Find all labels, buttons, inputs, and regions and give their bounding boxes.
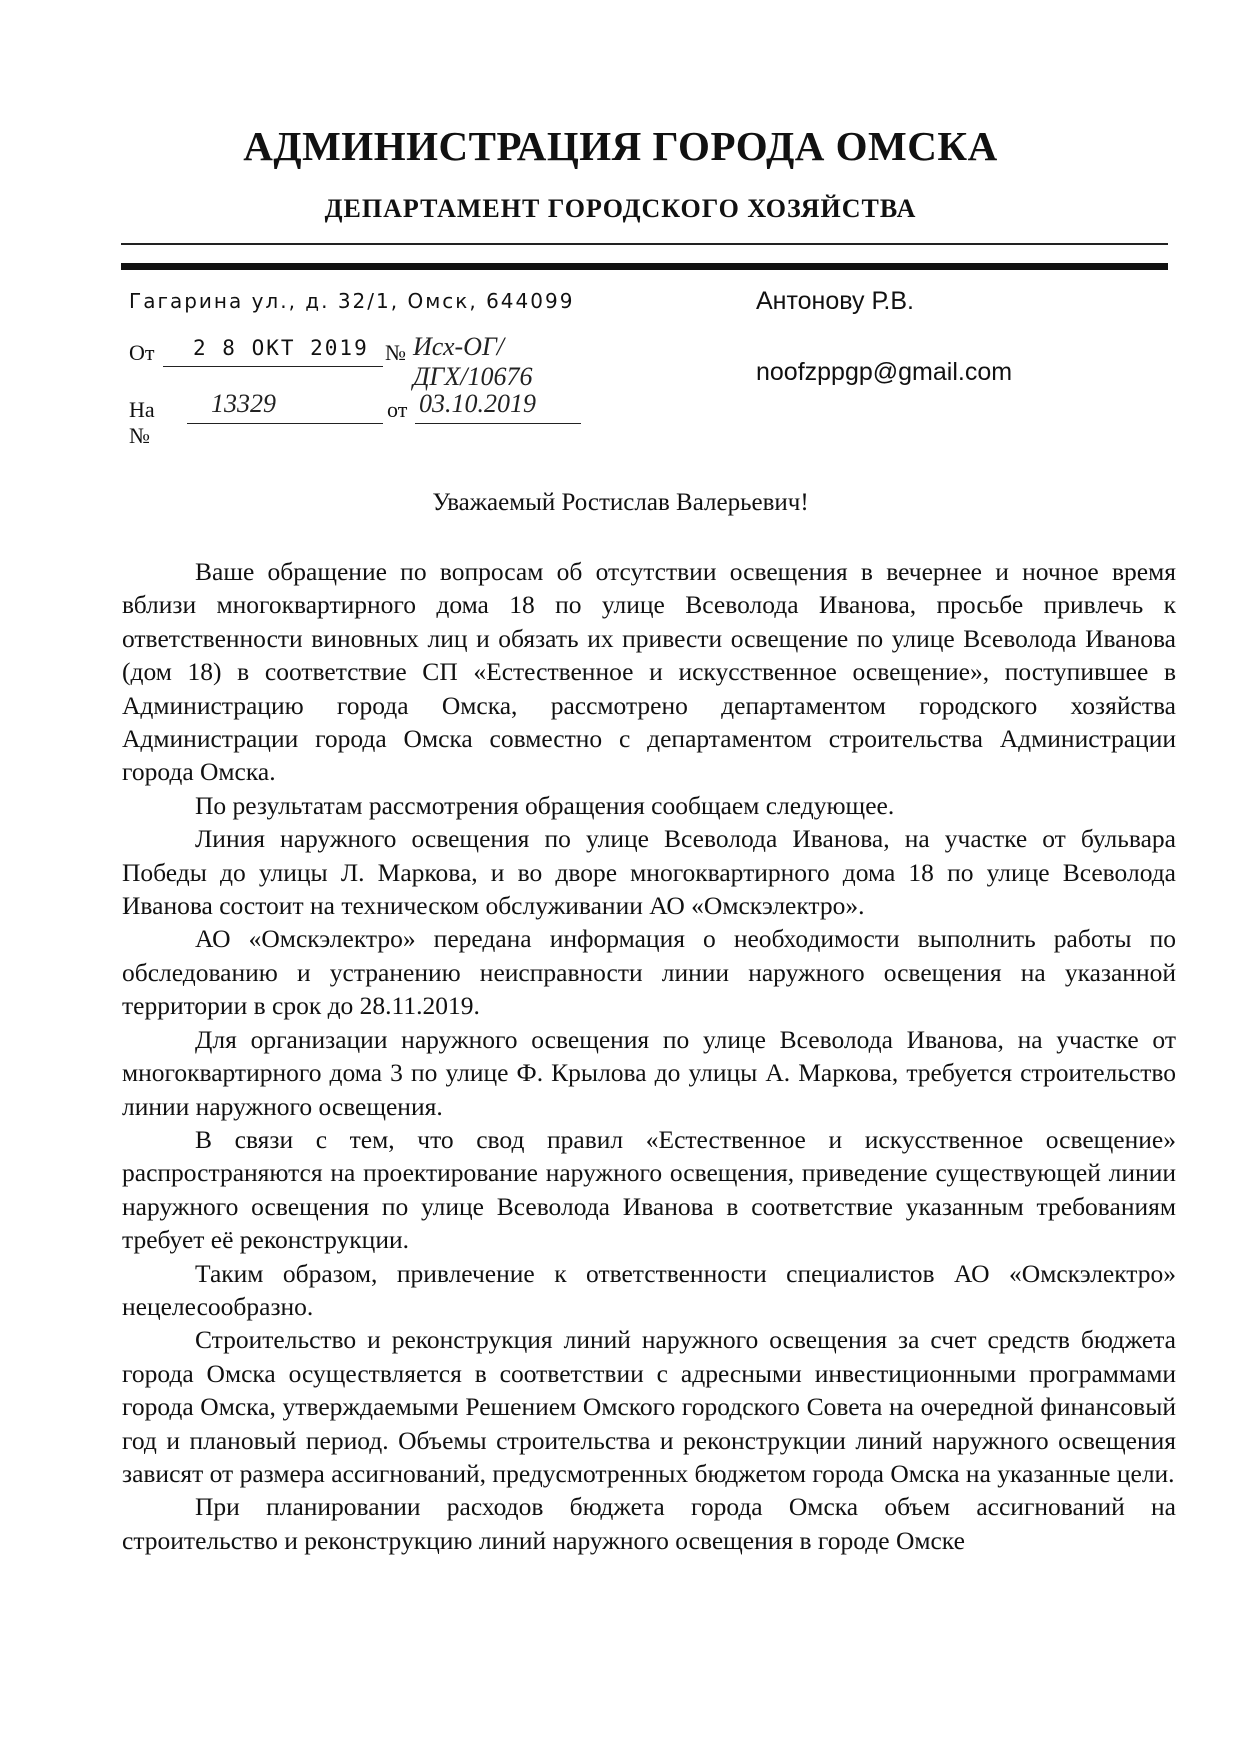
body-paragraph: АО «Омскэлектро» передана информация о необходимости выполнить работы по обследованию и устранению неисправности линии наружного освещения на указанной территории в срок до 28.11.2019. (122, 924, 1176, 1021)
body-paragraph: Ваше обращение по вопросам об отсутствии освещения в вечернее и ночное время вблизи многоквартирного дома 18 по улице Всеволода Иванова, просьбе привлечь к ответственности виновных лиц и обязать их привести освещение по улице Всеволода Иванова (дом 18) в соответствие СП «Естественное и искусственное освещение», поступившее в Администрацию города Омска, рассмотрено департаментом городского хозяйства Администрации города Омска совместно с департаментом строительства Администрации города Омска. (122, 557, 1176, 787)
department-title: ДЕПАРТАМЕНТ ГОРОДСКОГО ХОЗЯЙСТВА (324, 194, 917, 223)
body-paragraph: Линия наружного освещения по улице Всеволода Иванова, на участке от бульвара Победы до улицы Л. Маркова, и во дворе многоквартирного дома 18 по улице Всеволода Иванова состоит на техническом обслуживании АО «Омскэлектро». (122, 824, 1176, 921)
body-paragraph: При планировании расходов бюджета города Омска объем ассигнований на строительство и реконструкцию линий наружного освещения в городе Омске (122, 1492, 1176, 1555)
reference-number-label: На № (129, 397, 155, 448)
reference-number-line (187, 389, 383, 424)
body-paragraph: В связи с тем, что свод правил «Естественное и искусственное освещение» распространяются на проектирование наружного освещения, приведение существующей линии наружного освещения по улице Всеволода Иванова в соответствие указанным требованиям требует её реконструкции. (122, 1124, 1176, 1255)
sender-address: Гагарина ул., д. 32/1, Омск, 644099 (129, 289, 575, 313)
reference-date-label: от (387, 397, 408, 422)
outgoing-number-handwritten: Исх-ОГ/ДГХ/10676 (413, 332, 533, 391)
body-paragraph: По результатам рассмотрения обращения сообщаем следующее. (195, 790, 895, 820)
outgoing-date-label: От (129, 340, 155, 365)
organization-title: АДМИНИСТРАЦИЯ ГОРОДА ОМСКА (243, 123, 998, 169)
outgoing-date-stamp: 2 8 ОКТ 2019 (193, 336, 369, 360)
body-paragraph: Строительство и реконструкция линий наружного освещения за счет средств бюджета города Омска осуществляется в соответствии с адресными инвестиционными программами города Омска, утверждаемыми Решением Омского городского Совета на очередной финансовый год и плановый период. Объемы строительства и реконструкции линий наружного освещения зависят от размера ассигнований, предусмотренных бюджетом города Омска на указанные цели. (122, 1325, 1176, 1488)
reference-number-handwritten: 13329 (211, 389, 276, 418)
body-paragraph: Таким образом, привлечение к ответственности специалистов АО «Омскэлектро» нецелесообразно. (122, 1258, 1176, 1321)
letter-body (122, 555, 1176, 1557)
reference-date-handwritten: 03.10.2019 (419, 389, 536, 418)
recipient-name: Антонову Р.В. (756, 287, 914, 315)
recipient-email: noofzppgp@gmail.com (756, 358, 1013, 386)
salutation: Уважаемый Ростислав Валерьевич! (432, 489, 809, 516)
outgoing-number-line (411, 332, 611, 391)
header-rule-thin (121, 243, 1168, 245)
body-paragraph: Для организации наружного освещения по улице Всеволода Иванова, на участке от многоквартирного дома 3 по улице Ф. Крылова до улицы А. Маркова, требуется строительство линии наружного освещения. (122, 1024, 1176, 1121)
header-rule-thick (121, 263, 1168, 270)
outgoing-number-label: № (385, 340, 406, 365)
outgoing-date-line (163, 336, 383, 367)
reference-date-line (415, 389, 581, 424)
